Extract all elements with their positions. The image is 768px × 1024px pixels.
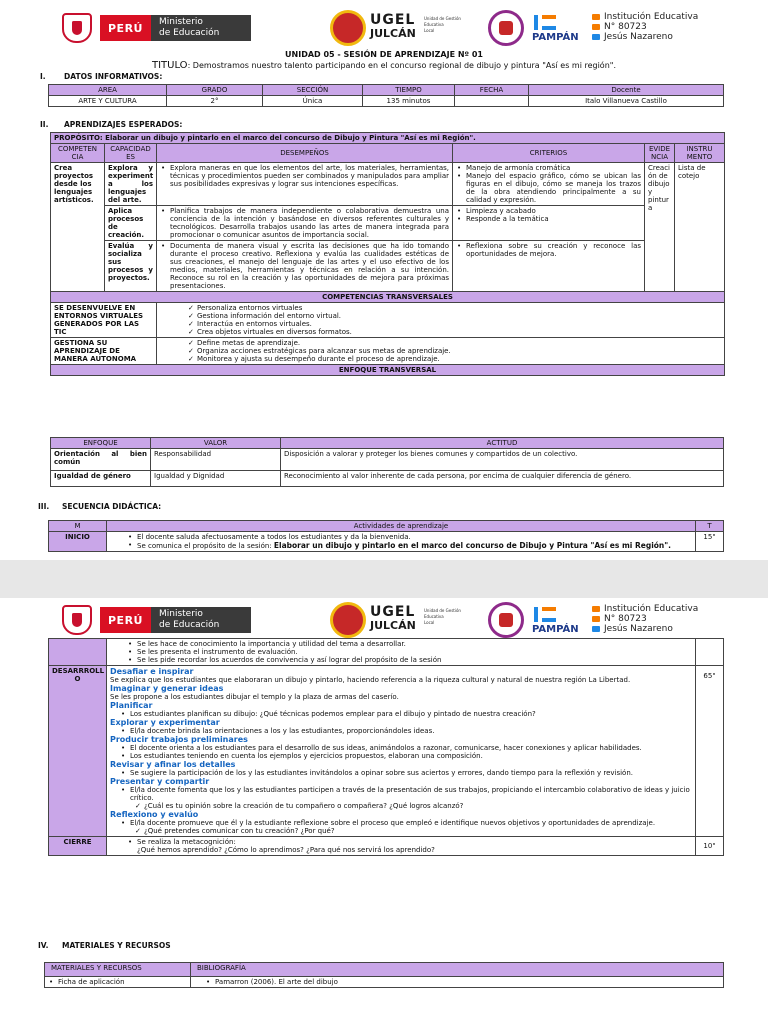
ie-info (592, 12, 698, 42)
ie-line-text: Jesús Nazareno (604, 32, 673, 42)
ie-line-text: N° 80723 (604, 22, 647, 32)
desarrollo-row (49, 666, 724, 837)
phase-text: Se explica que los estudiantes que elaboraran un dibujo y pintarlo, haciendo referencia a la riqueza cultural y natural de nuestra región La Libertad. (110, 676, 631, 684)
enfoque-cell: Igualdad de género (51, 471, 151, 487)
materiales-row (45, 977, 724, 988)
header-logos (62, 10, 702, 48)
criterio-item: • Manejo de armonía cromática (456, 164, 641, 172)
proposito-prefix: Se comunica el propósito de la sesión: (137, 542, 274, 550)
material-item: • Ficha de aplicación (48, 978, 187, 986)
ie-line-text: Institución Educativa (604, 12, 699, 22)
datos-grado: 2° (167, 96, 263, 107)
activity-item: • El/la docente brinda las orientaciones a los y las estudiantes, proporcionándoles ideas. (120, 727, 692, 735)
datos-value-row (49, 96, 724, 107)
transversal-items (157, 338, 725, 365)
ugel-label: UGEL (370, 604, 416, 620)
ie-bar-icon (542, 15, 556, 19)
ie-line (592, 614, 698, 624)
datos-area: ARTE Y CULTURA (49, 96, 167, 107)
peru-label: PERÚ (100, 15, 151, 41)
transversal-item: ✓ Personaliza entornos virtuales (187, 304, 721, 312)
activity-item: • Se les pide recordar los acuerdos de convivencia y así lograr del propósito de la sesión (127, 656, 692, 664)
ministerio-line2: de Educación (158, 620, 220, 630)
desempenos-header: DESEMPEÑOS (157, 144, 453, 163)
capacidad-row (51, 163, 725, 206)
transversal-item: ✓ Organiza acciones estratégicas para alcanzar sus metas de aprendizaje. (187, 347, 721, 355)
activity-item: • El docente saluda afectuosamente a todos los estudiantes y da la bienvenida. (127, 533, 692, 541)
ie-info (592, 604, 698, 634)
evidencia-header: EVIDE NCIA (645, 144, 675, 163)
check-item: ✓ ¿Qué pretendes comunicar con tu creación? ¿Por qué? (134, 827, 692, 835)
metacognicion-questions: ¿Qué hemos aprendido? ¿Cómo lo aprendimos? ¿Para qué nos servirá los aprendido? (137, 846, 435, 854)
pampan-label: PAMPÁN (532, 32, 579, 43)
desempeno-item: • Planifica trabajos de manera independiente o colaborativa demuestra una conciencia de la intención y basándose en diversos referentes culturales y tecnológicos. Desarrolla trabajos usando las artes de manera integrada para promocionar o comunicar asuntos de importancia social. (160, 207, 449, 239)
secuencia-header-row (49, 521, 724, 532)
proposito-bold: Elaborar un dibujo y pintarlo en el marco del concurso de Dibujo y Pintura "Así es mi Región". (273, 541, 672, 550)
actitud-header: ACTITUD (281, 438, 724, 449)
activity-item: • El docente orienta a los estudiantes para el desarrollo de sus ideas, animándolos a razonar, comunicarse, hacer conexiones y aplicar habilidades. (120, 744, 692, 752)
ie-line-text: Jesús Nazareno (604, 624, 673, 634)
capacidad-row (51, 206, 725, 241)
instrumento-cell: Lista de cotejo (675, 163, 725, 292)
inicio-cont-row (49, 639, 724, 666)
phase-heading: Explorar y experimentar (110, 718, 220, 727)
ie-line (592, 604, 698, 614)
ie-line (592, 12, 698, 22)
inicio-time: 15" (696, 532, 724, 552)
ie-line (592, 624, 698, 634)
cierre-row (49, 837, 724, 856)
proposito-text: PROPÓSITO: Elaborar un dibujo y pintarlo en el marco del concurso de Dibujo y Pintura "Así es mi Región". (51, 133, 725, 144)
section-3-heading (38, 502, 161, 511)
datos-header-row (49, 85, 724, 96)
transversales-title-row (51, 292, 725, 303)
datos-tiempo: 135 minutos (363, 96, 455, 107)
orange-square-icon (592, 616, 600, 622)
ugel-sub-1: Unidad de Gestión (424, 608, 461, 613)
minedu-logo (62, 12, 272, 44)
datos-fecha (455, 96, 529, 107)
materiales-table (44, 962, 724, 988)
ugel-logo (370, 606, 416, 632)
desempeno-cell (157, 163, 453, 206)
desempeno-cell (157, 241, 453, 292)
transversal-items (157, 303, 725, 338)
ie-pampan-logo (532, 12, 582, 46)
section-label: DATOS INFORMATIVOS: (64, 72, 163, 81)
ugel-logo (370, 14, 416, 40)
blue-square-icon (592, 626, 600, 632)
section-num: II. (40, 120, 49, 129)
transversal-item: ✓ Define metas de aprendizaje. (187, 339, 721, 347)
desarrollo-activities (107, 666, 696, 837)
inicio-activities (107, 532, 696, 552)
phase-text: Se les propone a los estudiantes dibujar el templo y la plaza de armas del caserío. (110, 693, 399, 701)
transversal-row (51, 338, 725, 365)
phase-heading: Revisar y afinar los detalles (110, 760, 236, 769)
momento-header: M (49, 521, 107, 532)
datos-table (48, 84, 724, 107)
desarrollo-label: DESARRROLL O (49, 666, 107, 837)
titulo-text: : Demostramos nuestro talento participando en el concurso regional de dibujo y pintura "Así es mi región". (187, 61, 616, 70)
ugel-sub-2: Educativa (424, 614, 444, 619)
activity-item: • El/la docente fomenta que los y las estudiantes participen a través de la presentación de sus trabajos, propiciando el intercambio colaborativo de ideas y juicio crítico. (120, 786, 692, 802)
ugel-seal-icon (330, 602, 366, 638)
section-4-heading (38, 941, 171, 950)
secuencia-table-start (48, 520, 724, 552)
unit-title: UNIDAD 05 - SESIÓN DE APRENDIZAJE Nº 01 (285, 50, 483, 59)
section-num: III. (38, 502, 50, 511)
pampan-label: PAMPÁN (532, 624, 579, 635)
datos-header: FECHA (455, 85, 529, 96)
criterios-cell (453, 163, 645, 206)
activity-item: • Se sugiere la participación de los y las estudiantes invitándolos a opinar sobre sus aciertos y errores, dando tiempo para la reflexión y revisión. (120, 769, 692, 777)
secuencia-table-cont (48, 638, 724, 856)
ugel-label: UGEL (370, 12, 416, 28)
julcan-label: JULCÁN (370, 619, 416, 632)
competencia-header: COMPETEN CIA (51, 144, 105, 163)
ugel-subtitle (424, 608, 461, 626)
aprendizajes-header-row (51, 144, 725, 163)
bibliografia-header: BIBLIOGRAFÍA (191, 963, 724, 977)
ie-bar-icon (542, 618, 556, 622)
capacidad-header: CAPACIDAD ES (105, 144, 157, 163)
datos-header: GRADO (167, 85, 263, 96)
enfoque-cell: Orientación al bien común (51, 449, 151, 471)
enfoque-row (51, 449, 724, 471)
section-num: IV. (38, 941, 49, 950)
materiales-header-row (45, 963, 724, 977)
cierre-activities (107, 837, 696, 856)
ugel-sub-3: Local (424, 28, 435, 33)
orange-square-icon (592, 14, 600, 20)
ie-line-text: N° 80723 (604, 614, 647, 624)
proposito-row (51, 133, 725, 144)
activity-item: • Se realiza la metacognición: (127, 838, 692, 846)
page-gap (0, 560, 768, 598)
transversal-item: ✓ Interactúa en entornos virtuales. (187, 320, 721, 328)
enfoque-row (51, 471, 724, 487)
section-label: SECUENCIA DIDÁCTICA: (62, 502, 162, 511)
capacidad-cell: Explora y experiment a los lenguajes del arte. (105, 163, 157, 206)
cierre-label: CIERRE (49, 837, 107, 856)
peru-label: PERÚ (100, 607, 151, 633)
session-title (0, 60, 768, 71)
inicio-row (49, 532, 724, 552)
ie-bar-icon (542, 607, 556, 611)
instrumento-header: INSTRU MENTO (675, 144, 725, 163)
enfoque-header: ENFOQUE (51, 438, 151, 449)
ie-bar-icon (542, 26, 556, 30)
criterio-item: • Limpieza y acabado (456, 207, 641, 215)
school-seal-icon (488, 602, 524, 638)
actitud-cell: Reconocimiento al valor inherente de cada persona, por encima de cualquier diferencia de género. (281, 471, 724, 487)
section-2-heading (40, 120, 182, 129)
activity-item: • Se les presenta el instrumento de evaluación. (127, 648, 692, 656)
bibliografia-item: • Pamarron (2006). El arte del dibujo (205, 978, 720, 986)
inicio-cont-time (696, 639, 724, 666)
tiempo-header: T (696, 521, 724, 532)
bibliografia-cell (191, 977, 724, 988)
transversal-name: SE DESENVUELVE EN ENTORNOS VIRTUALES GENERADOS POR LAS TIC (51, 303, 157, 338)
ie-line (592, 22, 698, 32)
ministerio-line1: Ministerio (158, 609, 203, 619)
titulo-label: TITULO (151, 60, 188, 71)
check-item: ✓ ¿Cuál es tu opinión sobre la creación de tu compañero o compañera? ¿Qué logros alcanzó? (134, 802, 692, 810)
actitud-cell: Disposición a valorar y proteger los bienes comunes y compartidos de un colectivo. (281, 449, 724, 471)
transversal-item: ✓ Crea objetos virtuales en diversos formatos. (187, 328, 721, 336)
desempeno-item: • Explora maneras en que los elementos del arte, los materiales, herramientas, técnicas y procedimientos pueden ser combinados y manipulados para ampliar sus posibilidades expresivas y lograr sus intenciones específicas. (160, 164, 449, 188)
activity-item: • Se les hace de conocimiento la importancia y utilidad del tema a desarrollar. (127, 640, 692, 648)
valor-cell: Responsabilidad (151, 449, 281, 471)
ugel-seal-icon (330, 10, 366, 46)
phase-heading: Reflexiono y evalúo (110, 810, 199, 819)
inicio-cont-label (49, 639, 107, 666)
enfoque-title: ENFOQUE TRANSVERSAL (51, 365, 725, 376)
inicio-label: INICIO (49, 532, 107, 552)
datos-header: TIEMPO (363, 85, 455, 96)
capacidad-row (51, 241, 725, 292)
actividades-header: Actividades de aprendizaje (107, 521, 696, 532)
peru-shield-icon (62, 605, 92, 635)
section-1-heading (40, 72, 162, 81)
section-label: APRENDIZAJES ESPERADOS: (64, 120, 183, 129)
desarrollo-time: 65" (696, 666, 724, 837)
criterios-header: CRITERIOS (453, 144, 645, 163)
ie-bar-icon (534, 15, 538, 30)
datos-header: AREA (49, 85, 167, 96)
enfoque-header-row (51, 438, 724, 449)
valor-cell: Igualdad y Dignidad (151, 471, 281, 487)
school-seal-icon (488, 10, 524, 46)
capacidad-cell: Aplica procesos de creación. (105, 206, 157, 241)
criterios-cell (453, 241, 645, 292)
criterio-item: • Manejo del espacio gráfico, cómo se ubican las figuras en el dibujo, cómo se maneja los trazos de la obra atendiendo principalmente a su calidad y expresión. (456, 172, 641, 204)
ugel-sub-1: Unidad de Gestión (424, 16, 461, 21)
header-logos (62, 602, 702, 640)
blue-square-icon (592, 34, 600, 40)
transversal-item: ✓ Monitorea y ajusta su desempeño durante el proceso de aprendizaje. (187, 355, 721, 363)
phase-heading: Imaginar y generar ideas (110, 684, 224, 693)
phase-heading: Producir trabajos preliminares (110, 735, 248, 744)
enfoque-title-row (51, 365, 725, 376)
section-label: MATERIALES Y RECURSOS (62, 941, 171, 950)
transversal-row (51, 303, 725, 338)
activity-item (127, 541, 692, 550)
activity-item: • Los estudiantes planifican su dibujo: ¿Qué técnicas podemos emplear para el dibujo y pintado de nuestra creación? (120, 710, 692, 718)
activity-item: • El/la docente promueve que él y la estudiante reflexione sobre el proceso que empleó e identifique nuevos objetivos y oportunidades de aprendizaje. (120, 819, 692, 827)
datos-seccion: Única (263, 96, 363, 107)
julcan-label: JULCÁN (370, 27, 416, 40)
minedu-logo (62, 604, 272, 636)
capacidad-cell: Evalúa y socializa sus procesos y proyectos. (105, 241, 157, 292)
ie-line (592, 32, 698, 42)
ministerio-line2: de Educación (158, 28, 220, 38)
ie-line-text: Institución Educativa (604, 604, 699, 614)
evidencia-cell: Creaci ón de dibujo y pintur a (645, 163, 675, 292)
phase-heading: Desafiar e inspirar (110, 667, 194, 676)
desempeno-cell (157, 206, 453, 241)
phase-heading: Planificar (110, 701, 153, 710)
ministerio-label (151, 607, 251, 633)
ugel-sub-3: Local (424, 620, 435, 625)
materiales-header: MATERIALES Y RECURSOS (45, 963, 191, 977)
transversal-item: ✓ Gestiona información del entorno virtual. (187, 312, 721, 320)
cierre-time: 10" (696, 837, 724, 856)
phase-heading: Presentar y compartir (110, 777, 210, 786)
peru-shield-icon (62, 13, 92, 43)
ministerio-line1: Ministerio (158, 17, 203, 27)
criterio-item: • Reflexiona sobre su creación y reconoce las oportunidades de mejora. (456, 242, 641, 258)
criterio-item: • Responde a la temática (456, 215, 641, 223)
aprendizajes-table (50, 132, 725, 376)
ugel-sub-2: Educativa (424, 22, 444, 27)
datos-header: SECCIÓN (263, 85, 363, 96)
transversales-title: COMPETENCIAS TRANSVERSALES (51, 292, 725, 303)
ie-pampan-logo (532, 604, 582, 638)
page-2 (0, 598, 768, 1024)
section-num: I. (40, 72, 46, 81)
inicio-cont-activities (107, 639, 696, 666)
desempeno-item: • Documenta de manera visual y escrita las decisiones que ha ido tomando durante el proceso creativo. Reflexiona y evalúa las cualidades estéticas de sus creaciones, el manejo del lenguaje de las artes y el uso efectivo de los medios, materiales, herramientas y técnicas en relación a su intención. Reconoce su rol en la creación y las oportunidades de mejora para próximas presentaciones. (160, 242, 449, 290)
datos-docente: Italo Villanueva Castillo (529, 96, 724, 107)
competencia-cell: Crea proyectos desde los lenguajes artísticos. (51, 163, 105, 292)
orange-square-icon (592, 24, 600, 30)
orange-square-icon (592, 606, 600, 612)
datos-header: Docente (529, 85, 724, 96)
criterios-cell (453, 206, 645, 241)
ministerio-label (151, 15, 251, 41)
enfoque-table (50, 437, 724, 487)
activity-item: • Los estudiantes teniendo en cuenta los ejemplos y ejercicios propuestos, elaboran una composición. (120, 752, 692, 760)
material-cell (45, 977, 191, 988)
ie-bar-icon (534, 607, 538, 622)
valor-header: VALOR (151, 438, 281, 449)
ugel-subtitle (424, 16, 461, 34)
transversal-name: GESTIONA SU APRENDIZAJE DE MANERA AUTONOMA (51, 338, 157, 365)
